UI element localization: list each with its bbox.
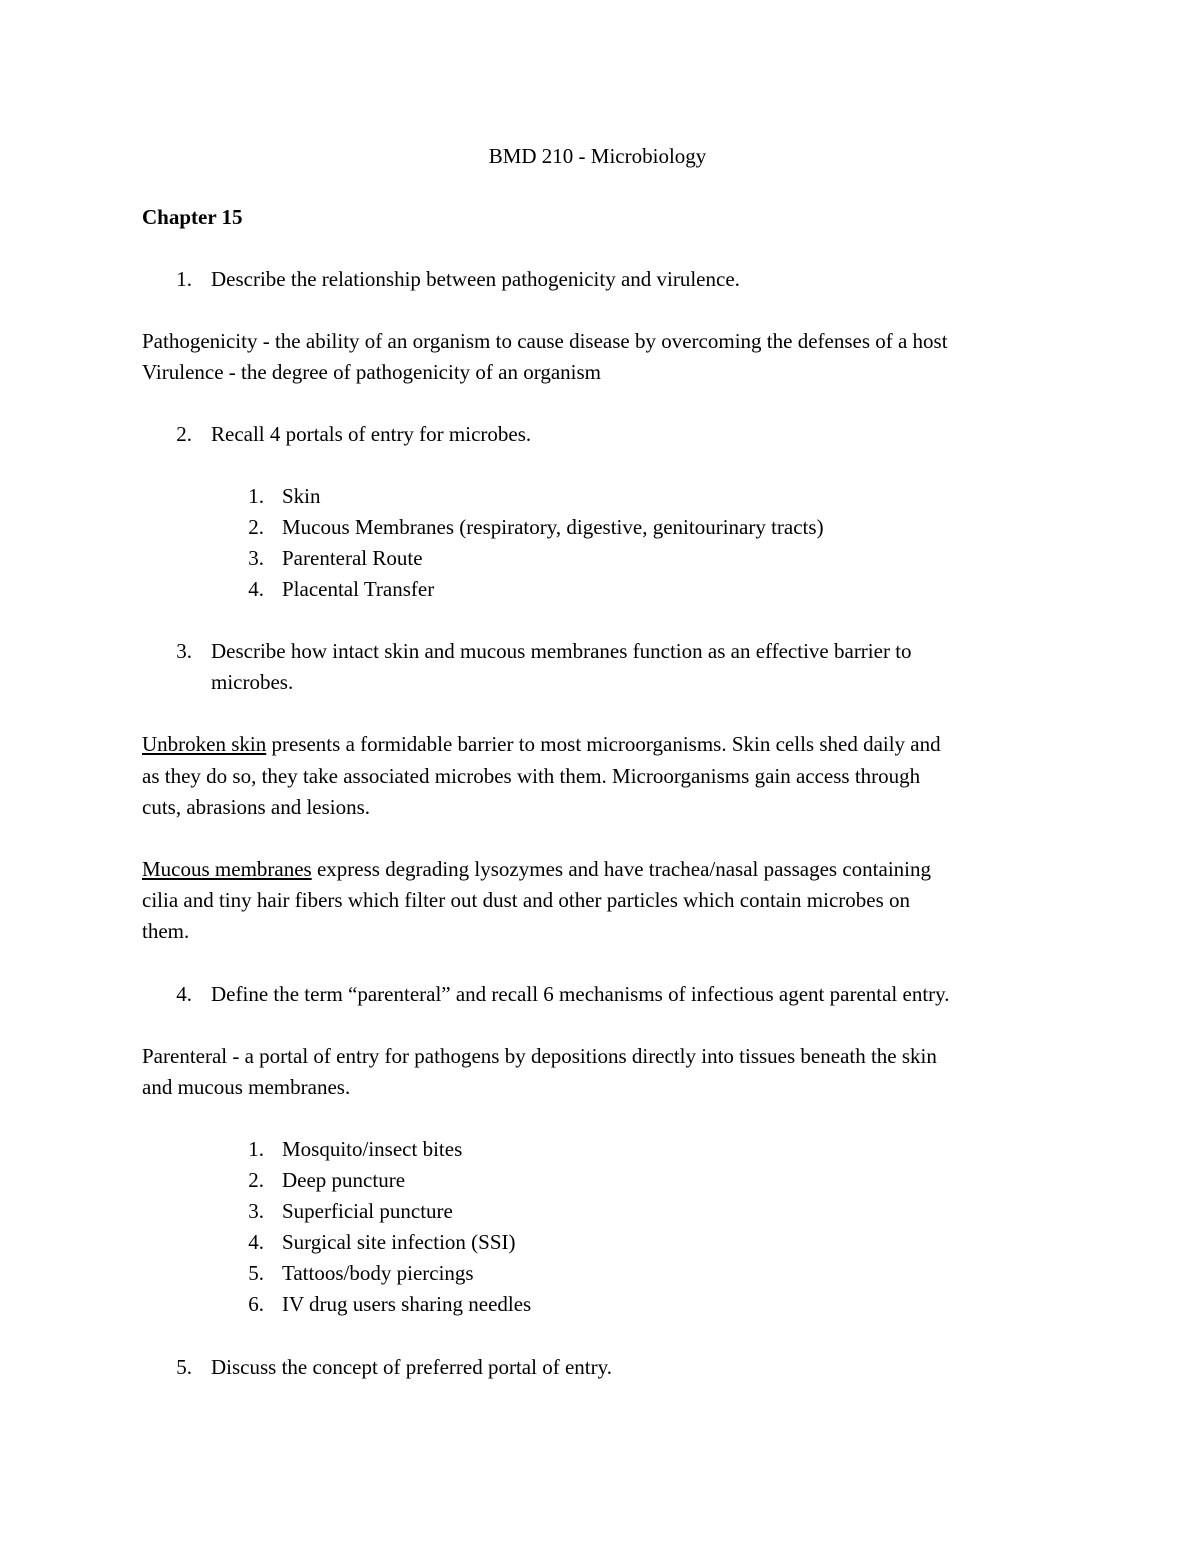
- list-text: Surgical site infection (SSI): [282, 1230, 516, 1254]
- paragraph-line: cuts, abrasions and lesions.: [142, 795, 371, 819]
- question-number: 1.: [176, 267, 192, 291]
- list-number: 4.: [248, 1230, 264, 1254]
- list-number: 1.: [248, 484, 264, 508]
- paragraph-line: as they do so, they take associated microbes with them. Microorganisms gain access through: [142, 764, 921, 788]
- question-number: 4.: [176, 982, 192, 1006]
- list-text: Placental Transfer: [282, 577, 435, 601]
- paragraph-line: [142, 729, 941, 760]
- list-number: 5.: [248, 1261, 264, 1285]
- list-text: Parenteral Route: [282, 546, 423, 570]
- virulence-definition: Virulence - the degree of pathogenicity of an organism: [142, 360, 602, 384]
- list-text: Mucous Membranes (respiratory, digestive, genitourinary tracts): [282, 515, 824, 539]
- list-number: 2.: [248, 1168, 264, 1192]
- list-text: Superficial puncture: [282, 1199, 453, 1223]
- list-text: Deep puncture: [282, 1168, 406, 1192]
- list-text: Skin: [282, 484, 321, 508]
- question-text-line: microbes.: [211, 670, 294, 694]
- paragraph-line: Parenteral - a portal of entry for pathogens by depositions directly into tissues beneath the skin: [142, 1044, 937, 1068]
- question-number: 2.: [176, 422, 192, 446]
- paragraph-line: [142, 854, 931, 885]
- paragraph-text: presents a formidable barrier to most microorganisms. Skin cells shed daily and: [266, 732, 941, 756]
- question-number: 3.: [176, 639, 192, 663]
- question-text-line: Describe how intact skin and mucous membranes function as an effective barrier to: [211, 639, 912, 663]
- question-text: Recall 4 portals of entry for microbes.: [211, 422, 532, 446]
- list-number: 3.: [248, 546, 264, 570]
- list-number: 1.: [248, 1137, 264, 1161]
- list-text: IV drug users sharing needles: [282, 1292, 532, 1316]
- paragraph-text: express degrading lysozymes and have trachea/nasal passages containing: [311, 857, 932, 881]
- chapter-heading: Chapter 15: [142, 205, 243, 229]
- paragraph-line: and mucous membranes.: [142, 1075, 351, 1099]
- question-text: Define the term “parenteral” and recall 6 mechanisms of infectious agent parental entry.: [211, 982, 950, 1006]
- skin-term: Unbroken skin: [142, 732, 267, 756]
- question-text: Discuss the concept of preferred portal of entry.: [211, 1355, 612, 1379]
- list-number: 4.: [248, 577, 264, 601]
- paragraph-line: them.: [142, 919, 190, 943]
- question-number: 5.: [176, 1355, 192, 1379]
- list-text: Tattoos/body piercings: [282, 1261, 474, 1285]
- paragraph-line: cilia and tiny hair fibers which filter out dust and other particles which contain microbes on: [142, 888, 911, 912]
- question-text: Describe the relationship between pathogenicity and virulence.: [211, 267, 740, 291]
- list-number: 6.: [248, 1292, 264, 1316]
- list-text: Mosquito/insect bites: [282, 1137, 463, 1161]
- list-number: 2.: [248, 515, 264, 539]
- list-number: 3.: [248, 1199, 264, 1223]
- mucous-term: Mucous membranes: [142, 857, 312, 881]
- document-title: BMD 210 - Microbiology: [488, 144, 707, 168]
- pathogenicity-definition: Pathogenicity - the ability of an organism to cause disease by overcoming the defenses of a host: [142, 329, 948, 353]
